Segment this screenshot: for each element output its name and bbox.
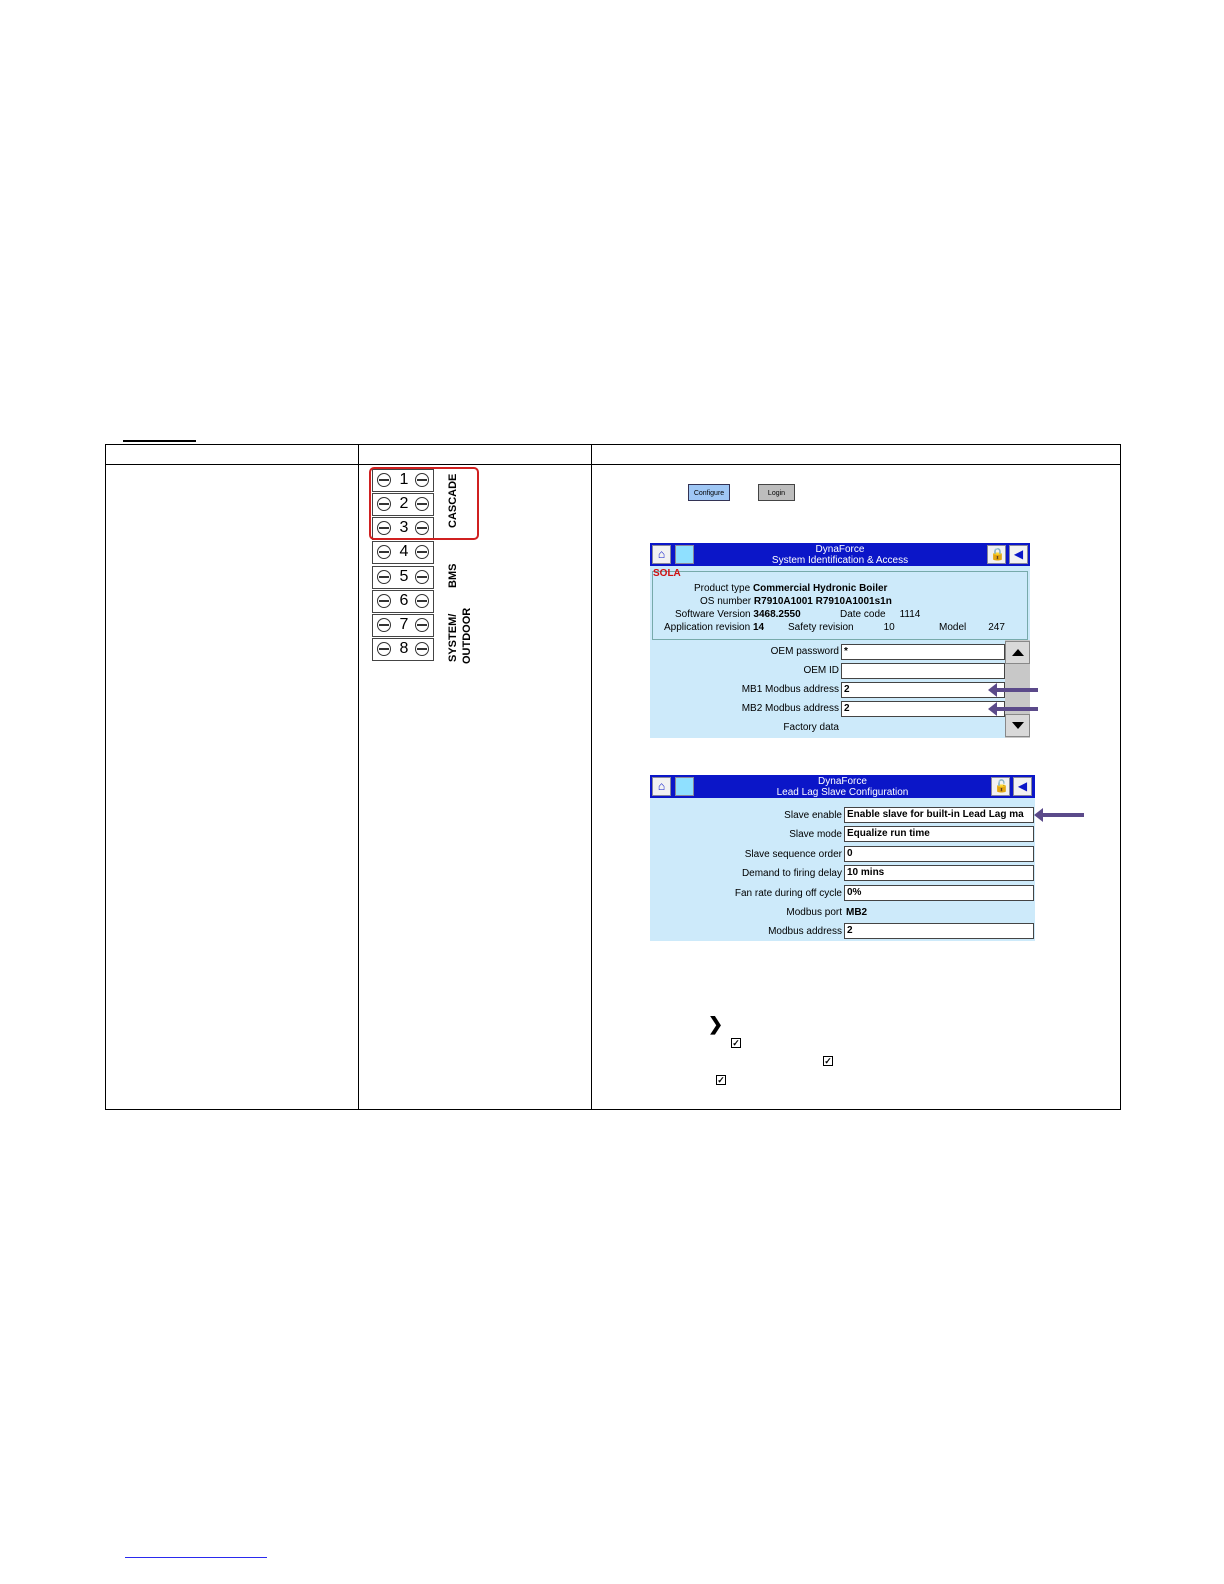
slave-sequence-order-label: Slave sequence order <box>744 849 842 860</box>
terminal-8 <box>372 638 434 661</box>
slave-mode-label: Slave mode <box>789 829 842 840</box>
bms-label: BMS <box>447 563 459 588</box>
header-row-divider <box>106 464 1120 465</box>
modbus-address-label: Modbus address <box>768 926 842 937</box>
model-label: Model <box>939 622 967 633</box>
terminal-5 <box>372 566 434 589</box>
slave-sequence-order-field[interactable]: 0 <box>844 846 1034 862</box>
slave-mode-field[interactable]: Equalize run time <box>844 826 1034 842</box>
title-bar <box>650 543 1030 566</box>
cascade-highlight <box>369 467 479 540</box>
os-number-value: R7910A1001 R7910A1001s1n <box>753 596 892 607</box>
checkbox-1[interactable]: ✓ <box>732 1038 740 1048</box>
safety-revision-label: Safety revision <box>788 622 854 633</box>
scroll-up-button[interactable] <box>1005 641 1030 664</box>
product-type-label: Product type <box>694 583 751 594</box>
fan-rate-off-cycle-label: Fan rate during off cycle <box>734 888 842 899</box>
screw-icon <box>377 545 391 559</box>
factory-data-label: Factory data <box>783 722 839 733</box>
oem-password-label: OEM password <box>770 646 839 657</box>
pointer-arrow-slave-enable <box>1042 813 1084 817</box>
safety-revision-line <box>788 622 895 633</box>
product-type-value: Commercial Hydronic Boiler <box>752 583 888 594</box>
terminal-number: 1 <box>399 471 409 488</box>
home-icon: ⌂ <box>657 547 666 561</box>
column-divider-1 <box>358 445 359 1109</box>
terminal-number: 5 <box>399 568 409 585</box>
screw-icon <box>377 570 391 584</box>
pointer-arrow-mb2 <box>996 707 1038 711</box>
checkbox-3[interactable]: ✓ <box>717 1075 725 1085</box>
terminal-number: 4 <box>399 543 409 560</box>
lead-lag-slave-screen <box>650 775 1035 941</box>
mb1-modbus-address-label: MB1 Modbus address <box>741 684 839 695</box>
back-button[interactable] <box>1013 777 1032 796</box>
oem-id-label: OEM ID <box>803 665 839 676</box>
system-identification-screen <box>650 543 1030 738</box>
screw-icon <box>377 594 391 608</box>
screw-icon <box>415 594 429 608</box>
demand-to-firing-delay-label: Demand to firing delay <box>741 868 842 879</box>
header-underline <box>123 440 196 442</box>
outdoor-label: OUTDOOR <box>461 607 473 664</box>
modbus-port-value: MB2 <box>846 907 868 918</box>
system-label: SYSTEM/ <box>447 613 459 662</box>
footer-link-underline[interactable] <box>125 1557 267 1558</box>
software-version-line <box>675 609 801 620</box>
terminal-7 <box>372 614 434 637</box>
fan-rate-off-cycle-field[interactable]: 0% <box>844 885 1034 901</box>
scroll-down-button[interactable] <box>1005 714 1030 737</box>
cascade-label: CASCADE <box>447 473 459 528</box>
terminal-6 <box>372 590 434 613</box>
screw-icon <box>415 545 429 559</box>
terminal-4 <box>372 541 434 564</box>
column-divider-2 <box>591 445 592 1109</box>
configure-button[interactable]: Configure <box>688 484 730 501</box>
safety-revision-value: 10 <box>883 622 895 633</box>
application-revision-value: 14 <box>752 622 765 633</box>
slave-enable-field[interactable]: Enable slave for built-in Lead Lag ma <box>844 807 1034 823</box>
mb2-modbus-address-label: MB2 Modbus address <box>741 703 839 714</box>
oem-password-field[interactable]: * <box>841 644 1005 660</box>
terminal-number: 2 <box>399 495 409 512</box>
pointer-arrow-mb1 <box>996 688 1038 692</box>
sola-logo: SOLA <box>653 568 681 579</box>
software-version-label: Software Version <box>675 609 751 620</box>
date-code-label: Date code <box>840 609 886 620</box>
screw-icon <box>415 642 429 656</box>
chevron-right-icon: ❯ <box>708 1014 724 1034</box>
login-button[interactable]: Login <box>758 484 795 501</box>
screw-icon <box>377 642 391 656</box>
screw-icon <box>377 618 391 632</box>
screen-subtitle: System Identification & Access <box>771 555 909 566</box>
model-value: 247 <box>988 622 1005 633</box>
lock-button[interactable] <box>987 545 1006 564</box>
mb1-modbus-address-field[interactable]: 2 <box>841 682 1005 698</box>
modbus-port-label: Modbus port <box>786 907 842 918</box>
os-number-label: OS number <box>700 596 752 607</box>
screw-icon <box>415 618 429 632</box>
screen-subtitle: Lead Lag Slave Configuration <box>776 787 909 798</box>
back-arrow-icon: ◀ <box>1017 779 1028 793</box>
down-arrow-icon <box>1012 722 1024 729</box>
back-button[interactable] <box>1009 545 1028 564</box>
unlock-icon: 🔓 <box>994 779 1009 793</box>
demand-to-firing-delay-field[interactable]: 10 mins <box>844 865 1034 881</box>
date-code-line <box>840 609 920 620</box>
screw-icon <box>415 570 429 584</box>
back-arrow-icon: ◀ <box>1013 547 1024 561</box>
application-revision-line <box>664 622 764 633</box>
home-icon: ⌂ <box>657 779 666 793</box>
terminal-number: 6 <box>399 592 409 609</box>
os-number-line <box>700 596 892 607</box>
date-code-value: 1114 <box>899 609 921 620</box>
model-line <box>939 622 1005 633</box>
software-version-value: 3468.2550 <box>753 609 801 620</box>
unlock-button[interactable] <box>991 777 1010 796</box>
screen-title: DynaForce <box>818 776 867 787</box>
modbus-address-field[interactable]: 2 <box>844 923 1034 939</box>
slave-enable-label: Slave enable <box>784 810 842 821</box>
terminal-number: 3 <box>399 519 409 536</box>
terminal-number: 7 <box>399 616 409 633</box>
title-bar <box>650 775 1035 798</box>
application-revision-label: Application revision <box>664 622 751 633</box>
checkbox-2[interactable]: ✓ <box>824 1056 832 1066</box>
lock-icon: 🔒 <box>990 547 1005 561</box>
up-arrow-icon <box>1012 649 1024 656</box>
terminal-number: 8 <box>399 640 409 657</box>
screen-title: DynaForce <box>815 544 865 555</box>
oem-id-field[interactable] <box>841 663 1005 679</box>
product-type-line <box>694 583 887 594</box>
mb2-modbus-address-field[interactable]: 2 <box>841 701 1005 717</box>
